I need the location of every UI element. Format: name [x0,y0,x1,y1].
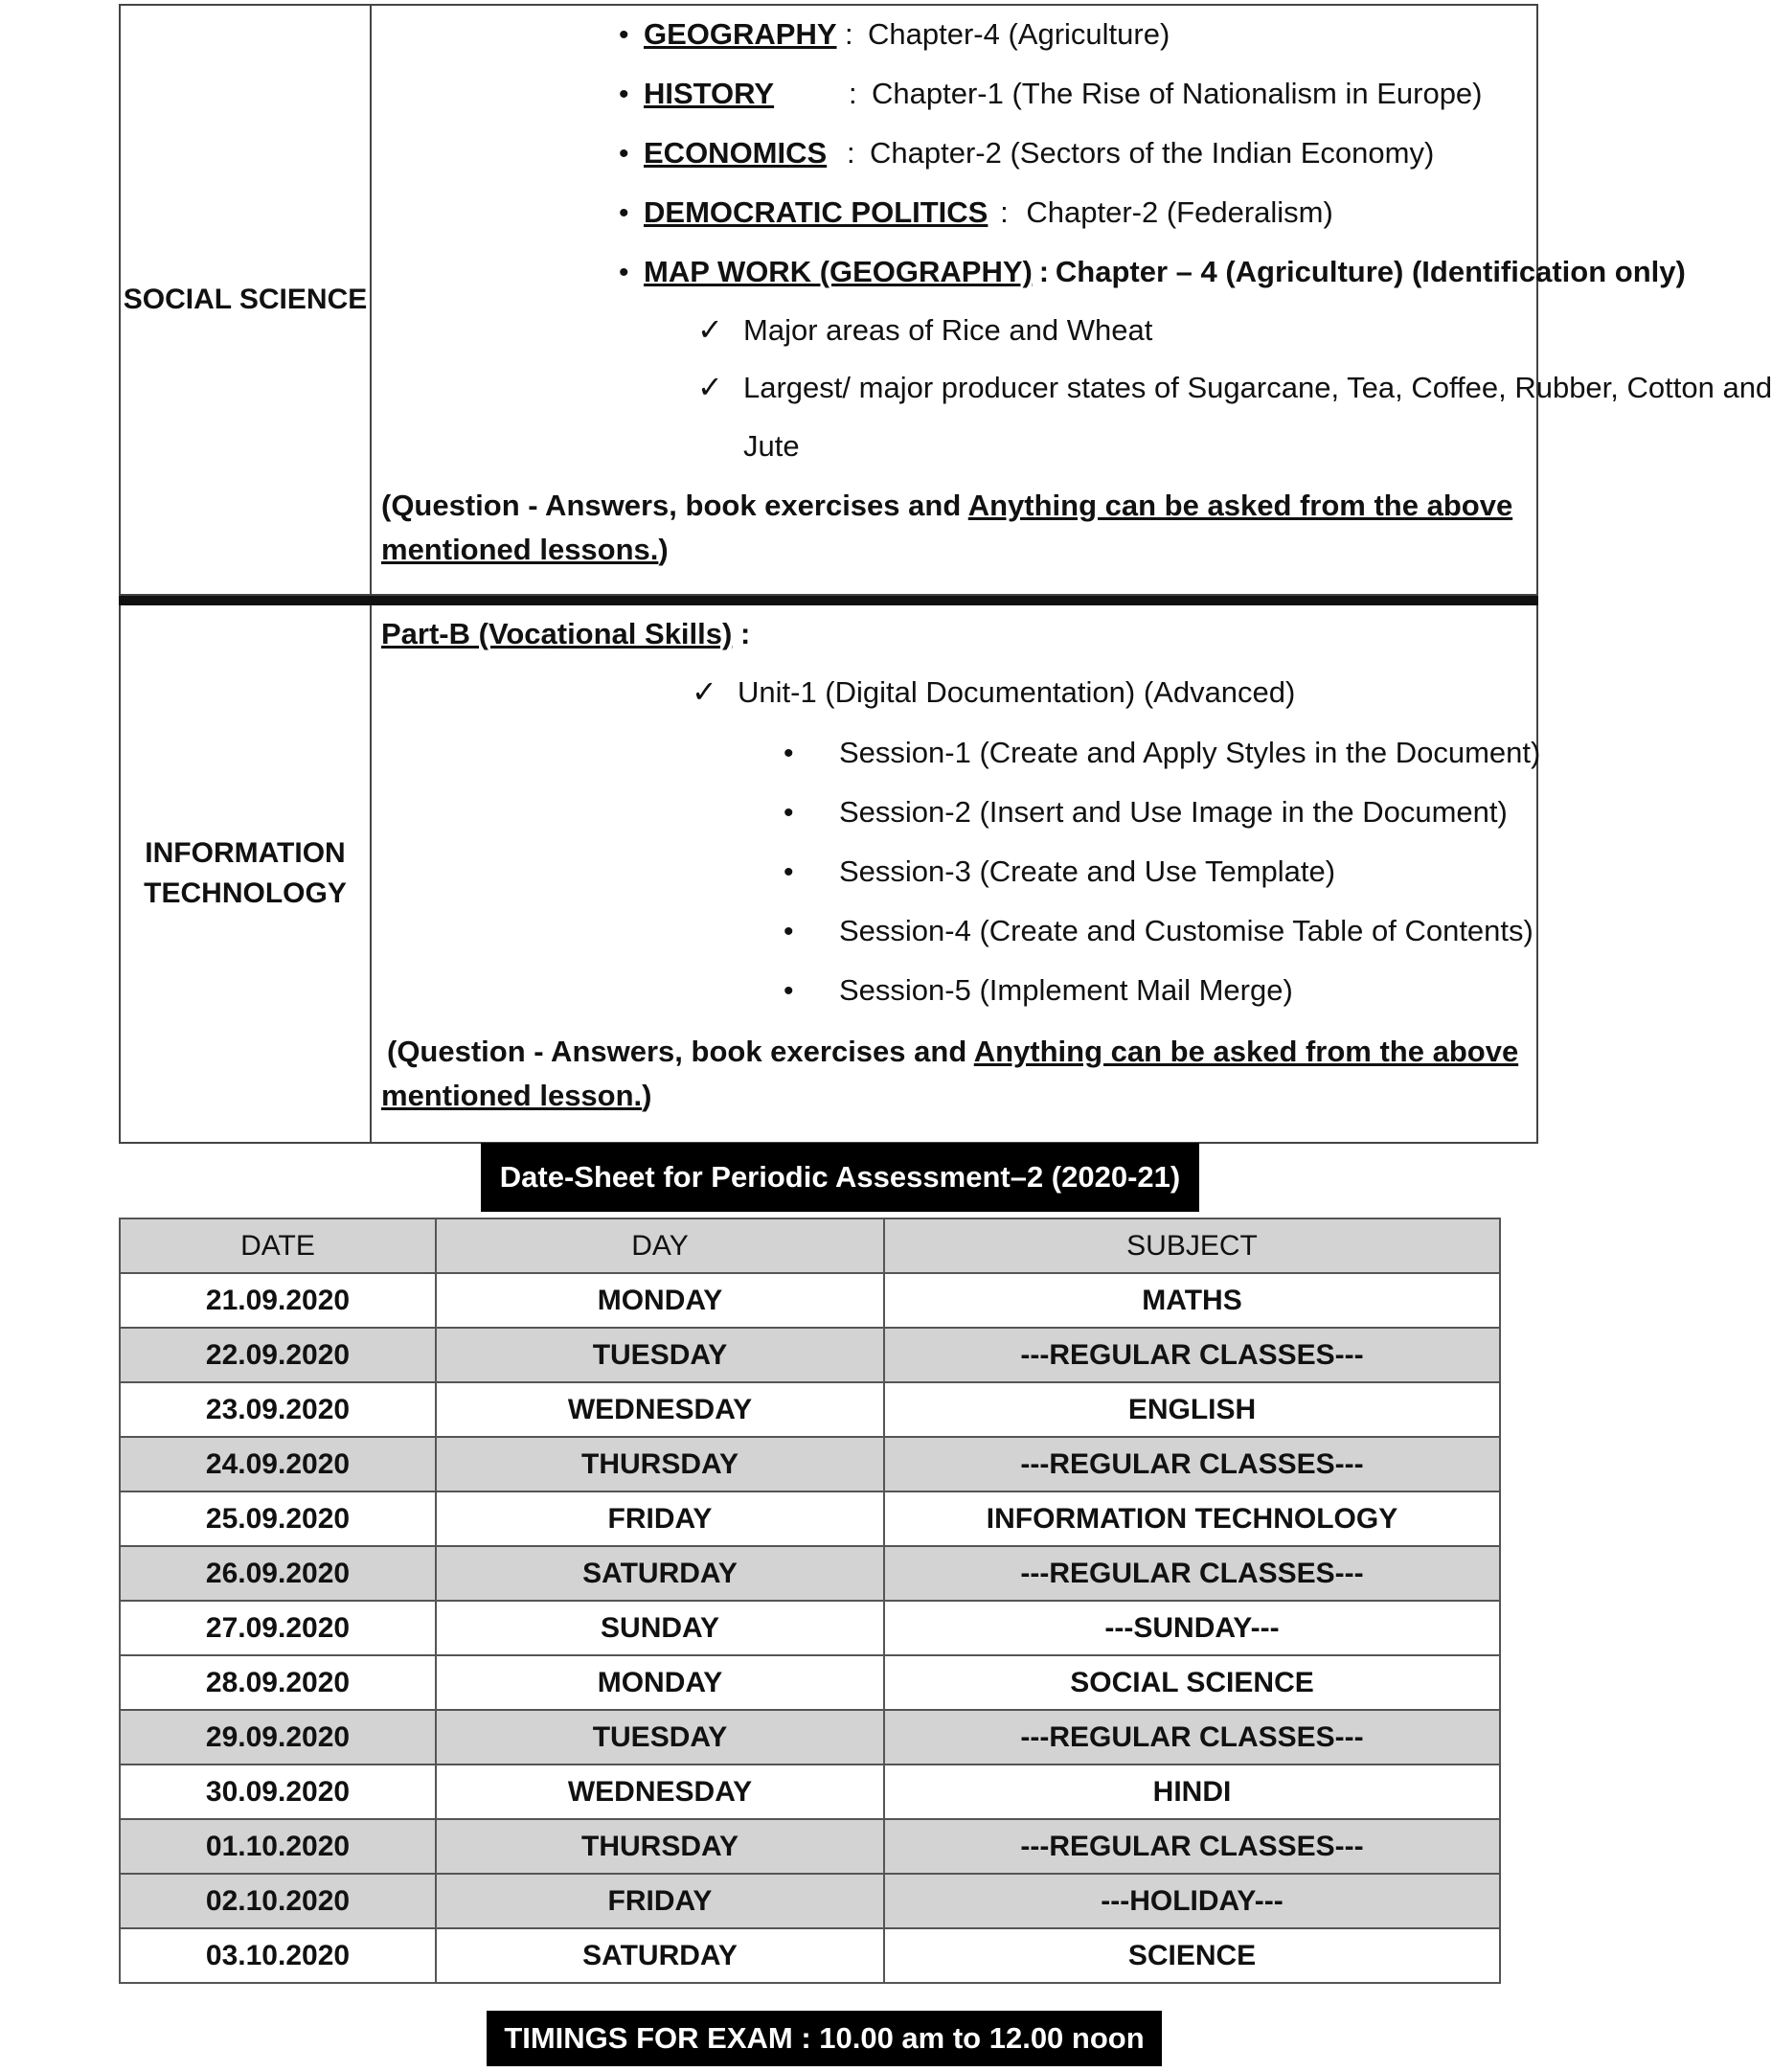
date-cell: 03.10.2020 [120,1928,436,1983]
note-line-2: mentioned lessons.) [381,533,669,566]
bullet-icon: • [619,257,629,288]
map-work-line: • MAP WORK (GEOGRAPHY) : Chapter – 4 (Agriculture) (Identification only) [619,253,1686,292]
date-sheet-header-row [120,1218,1500,1273]
date-cell: 01.10.2020 [120,1819,436,1874]
subject-cell: SOCIAL SCIENCE [884,1655,1500,1710]
bullet-icon: • [619,19,629,51]
exam-timing-banner: TIMINGS FOR EXAM : 10.00 am to 12.00 noon [487,2011,1162,2066]
information-technology-content [371,604,1541,1143]
democratic-politics-line: • DEMOCRATIC POLITICS : Chapter-2 (Federalism) [619,194,1333,233]
subject-cell: ENGLISH [884,1382,1500,1437]
bullet-icon: • [784,916,794,947]
header-subject: SUBJECT [884,1218,1500,1273]
social-science-content [371,5,1772,595]
date-cell: 30.09.2020 [120,1765,436,1819]
bullet-icon: • [784,797,794,829]
subject-cell: ---REGULAR CLASSES--- [884,1710,1500,1765]
day-cell: FRIDAY [436,1491,884,1546]
date-cell: 26.09.2020 [120,1546,436,1601]
note-line-1: (Question - Answers, book exercises and Anything can be asked from the above [387,1035,1519,1068]
bullet-icon: • [784,738,794,769]
day-cell: SUNDAY [436,1601,884,1655]
table-row [120,1601,1500,1655]
table-row [120,1491,1500,1546]
subject-cell: ---HOLIDAY--- [884,1874,1500,1928]
table-row [120,1710,1500,1765]
session-item: • Session-4 (Create and Customise Table of Contents) [784,912,1533,951]
header-day: DAY [436,1218,884,1273]
date-sheet-title: Date-Sheet for Periodic Assessment–2 (2020-21) [481,1143,1199,1212]
table-row [120,1874,1500,1928]
check-item: ✓ Major areas of Rice and Wheat [697,312,1153,347]
table-row [120,1928,1500,1983]
subject-cell: ---REGULAR CLASSES--- [884,1546,1500,1601]
checkmark-icon: ✓ [697,312,723,347]
day-cell: WEDNESDAY [436,1765,884,1819]
day-cell: TUESDAY [436,1328,884,1382]
day-cell: MONDAY [436,1273,884,1328]
bullet-icon: • [784,856,794,888]
date-cell: 28.09.2020 [120,1655,436,1710]
geography-line: • GEOGRAPHY : Chapter-4 (Agriculture) [619,15,1170,55]
day-cell: THURSDAY [436,1437,884,1491]
bullet-icon: • [619,197,629,229]
row-separator [120,595,1537,604]
bullet-icon: • [784,975,794,1007]
table-row [120,1819,1500,1874]
subject-cell: ---REGULAR CLASSES--- [884,1437,1500,1491]
date-cell: 23.09.2020 [120,1382,436,1437]
part-b-heading: Part-B (Vocational Skills) : [381,617,751,650]
bullet-icon: • [619,79,629,110]
note-line-1: (Question - Answers, book exercises and Anything can be asked from the above [381,489,1513,522]
date-cell: 21.09.2020 [120,1273,436,1328]
table-row [120,1546,1500,1601]
information-technology-row [120,604,1537,1143]
date-cell: 29.09.2020 [120,1710,436,1765]
subject-cell: SCIENCE [884,1928,1500,1983]
subject-information-technology: INFORMATION TECHNOLOGY [120,604,371,1143]
session-item: • Session-5 (Implement Mail Merge) [784,971,1293,1011]
subject-cell: HINDI [884,1765,1500,1819]
note-line-2: mentioned lesson.) [381,1079,652,1112]
social-science-row [120,5,1537,595]
subject-cell: MATHS [884,1273,1500,1328]
day-cell: WEDNESDAY [436,1382,884,1437]
day-cell: TUESDAY [436,1710,884,1765]
subject-cell: INFORMATION TECHNOLOGY [884,1491,1500,1546]
session-item: • Session-3 (Create and Use Template) [784,853,1335,892]
table-row [120,1765,1500,1819]
date-sheet-table [119,1218,1501,1984]
bullet-icon: • [619,138,629,170]
subject-cell: ---REGULAR CLASSES--- [884,1819,1500,1874]
date-cell: 22.09.2020 [120,1328,436,1382]
table-row [120,1655,1500,1710]
date-cell: 27.09.2020 [120,1601,436,1655]
session-item: • Session-2 (Insert and Use Image in the Document) [784,793,1508,832]
table-row [120,1382,1500,1437]
header-date: DATE [120,1218,436,1273]
check-item: ✓ Largest/ major producer states of Sugarcane, Tea, Coffee, Rubber, Cotton and [697,370,1772,404]
table-row [120,1437,1500,1491]
date-cell: 24.09.2020 [120,1437,436,1491]
date-cell: 02.10.2020 [120,1874,436,1928]
check-item-continuation: Jute [743,429,800,463]
economics-line: • ECONOMICS : Chapter-2 (Sectors of the Indian Economy) [619,134,1434,173]
unit-item: ✓ Unit-1 (Digital Documentation) (Advanced) [692,674,1296,709]
session-item: • Session-1 (Create and Apply Styles in the Document) [784,734,1540,773]
day-cell: FRIDAY [436,1874,884,1928]
table-row [120,1273,1500,1328]
subject-cell: ---SUNDAY--- [884,1601,1500,1655]
date-cell: 25.09.2020 [120,1491,436,1546]
day-cell: MONDAY [436,1655,884,1710]
table-row [120,1328,1500,1382]
history-line: • HISTORY : Chapter-1 (The Rise of Nationalism in Europe) [619,75,1483,114]
syllabus-table [119,4,1772,1144]
day-cell: THURSDAY [436,1819,884,1874]
checkmark-icon: ✓ [697,370,723,404]
subject-cell: ---REGULAR CLASSES--- [884,1328,1500,1382]
subject-social-science: SOCIAL SCIENCE [120,5,371,595]
checkmark-icon: ✓ [692,674,717,709]
day-cell: SATURDAY [436,1546,884,1601]
day-cell: SATURDAY [436,1928,884,1983]
